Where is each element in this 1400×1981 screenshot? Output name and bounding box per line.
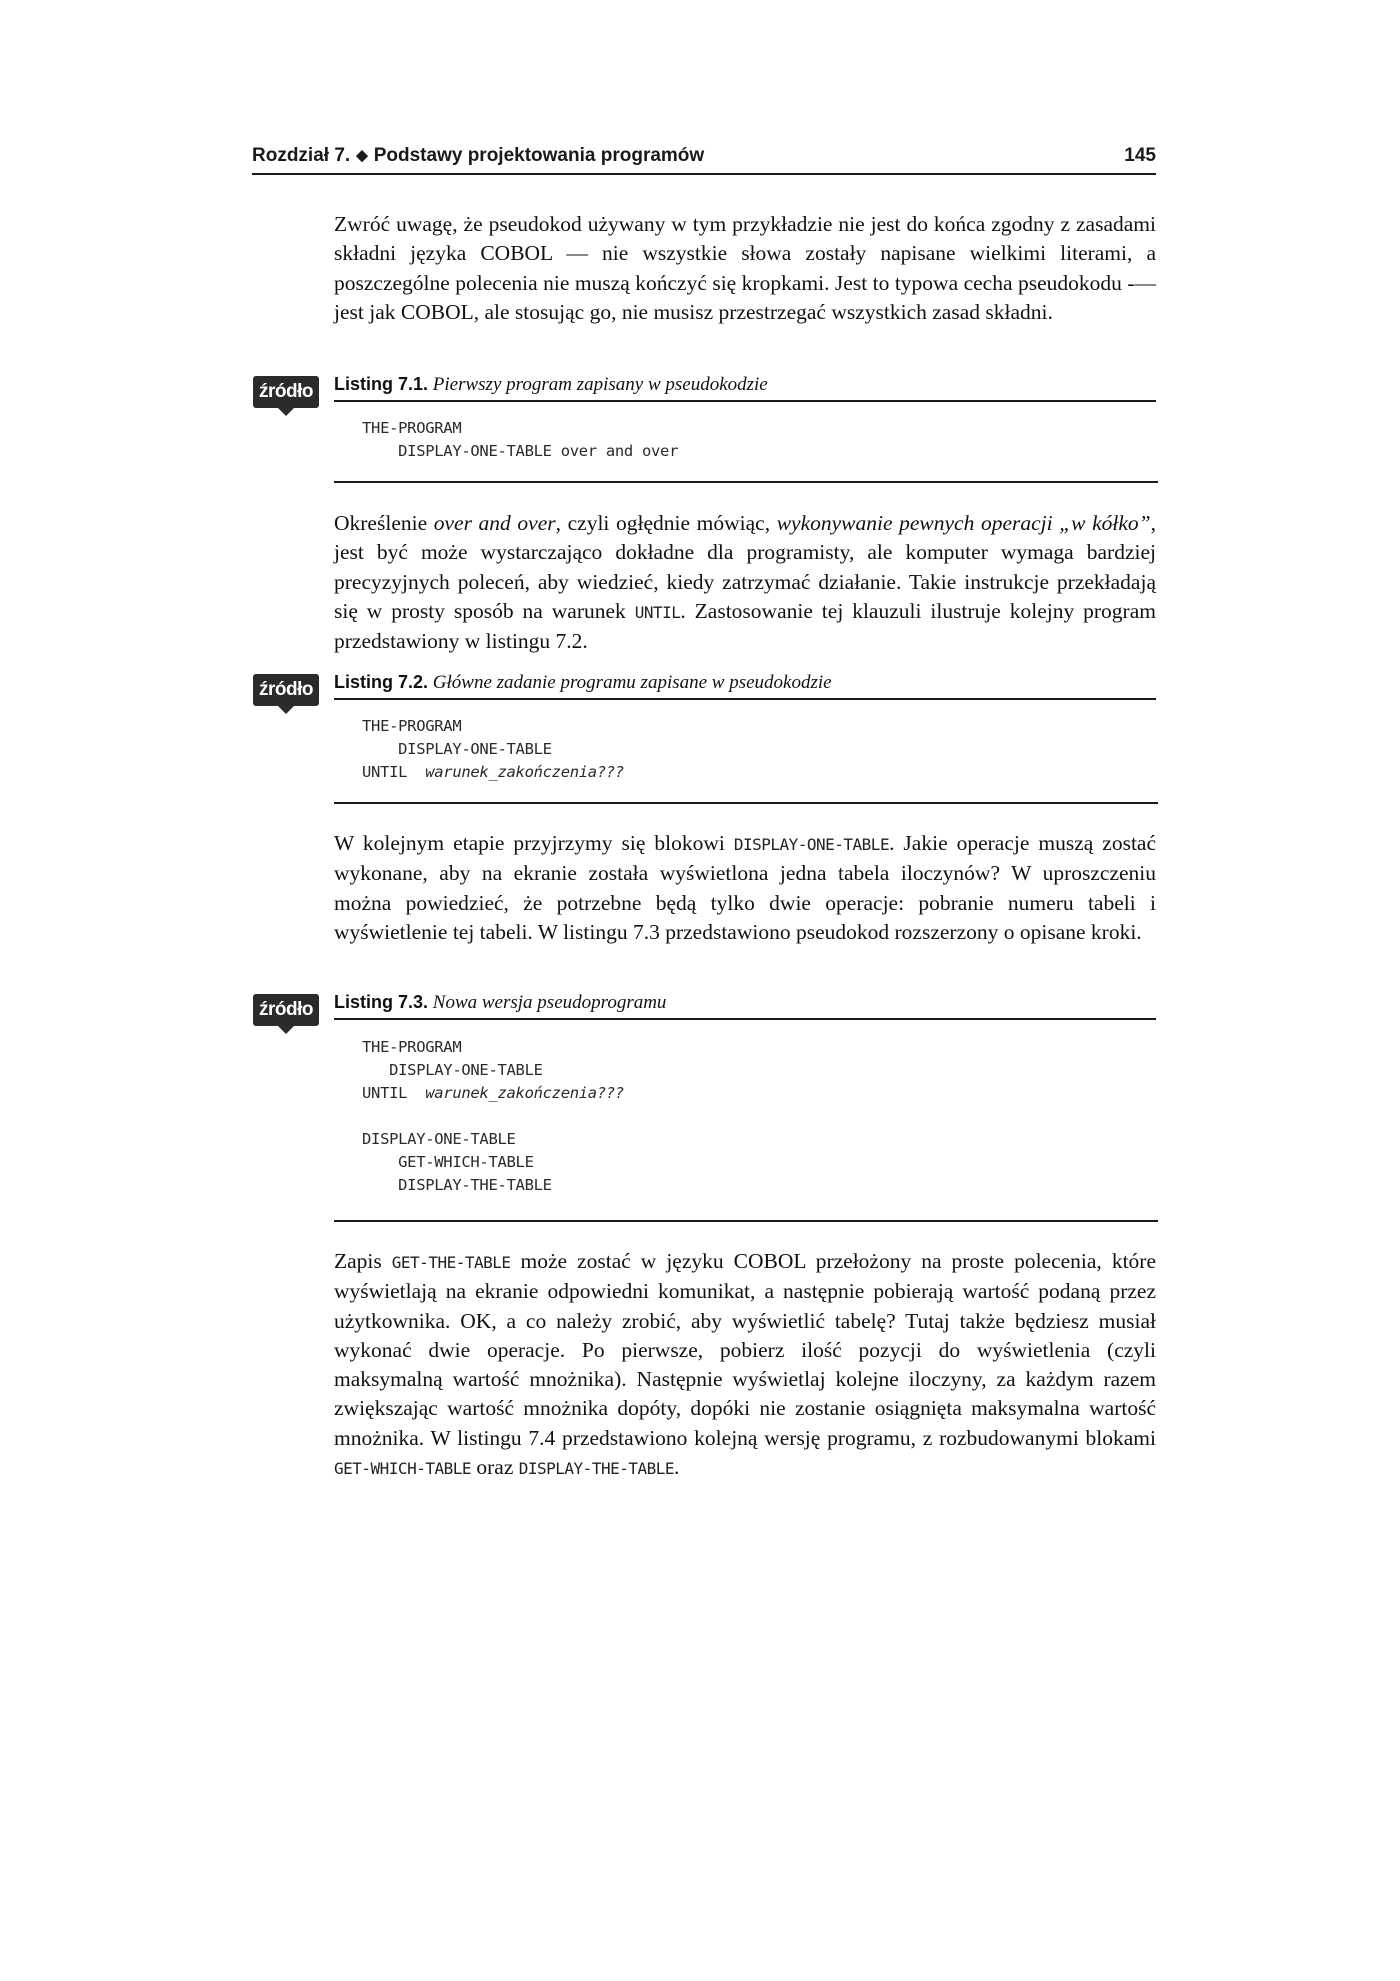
code-line: DISPLAY-ONE-TABLE over and over [362,442,679,460]
source-badge-label: źródło [253,674,319,706]
code-line-blank [362,1105,624,1128]
text-run: Zapis [334,1249,392,1273]
italic-term: over and over [433,511,556,535]
listing-3-code [362,1036,624,1197]
code-line: DISPLAY-ONE-TABLE [362,740,552,758]
running-header [252,145,1156,175]
code-line: UNTIL warunek_zakończenia??? [362,763,624,781]
chapter-title: Podstawy projektowania programów [373,145,705,166]
paragraph-1: Zwróć uwagę, że pseudokod używany w tym przykładzie nie jest do końca zgodny z zasadami składni języka COBOL — nie wszystkie słowa zostały napisane wielkimi literami, a poszczególne polecenia nie muszą kończyć się kropkami. Jest to typowa cecha pseudokodu -— jest jak COBOL, ale stosując go, nie musisz przestrzegać wszystkich zasad składni. [334,212,1156,324]
source-badge-icon [253,994,319,1034]
listing-2-caption: Główne zadanie programu zapisane w pseudokodzie [432,672,832,693]
listing-2-heading [334,672,1156,700]
inline-code: UNTIL [634,602,681,622]
italic-term: wykonywanie pewnych operacji „w kółko” [776,511,1151,535]
listing-2-label: Listing 7.2. [334,672,429,692]
listing-3-heading [334,992,1156,1020]
code-line: DISPLAY-ONE-TABLE [362,1130,516,1148]
paragraph-3 [334,829,1156,947]
text-run: Określenie [334,511,434,535]
listing-2-bottom-rule [334,802,1158,804]
inline-code: GET-THE-TABLE [391,1253,511,1272]
inline-code: DISPLAY-ONE-TABLE [733,835,890,854]
listing-1-label: Listing 7.1. [334,374,429,394]
code-line: UNTIL warunek_zakończenia??? [362,1084,624,1102]
listing-3-label: Listing 7.3. [334,992,429,1012]
code-line: THE-PROGRAM [362,1038,462,1056]
listing-1-code [362,417,678,463]
text-run: , czyli ogłędnie mówiąc, [555,511,777,535]
paragraph-4 [334,1247,1156,1483]
text-run: może zostać w języku COBOL przełożony na proste polecenia, które wyświetlają na ekranie odpowiedni komunikat, a następnie pobierają wartość podaną przez użytkownika. OK, a co należy zrobić, aby wyświetlić tabelę? Tutaj także będziesz musiał wykonać dwie operacje. Po pierwsze, pobierz ilość pozycji do wyświetlenia (czyli maksymalną wartość mnożnika). Następnie wyświetlaj kolejne iloczyny, za każdym razem zwiększając wartość mnożnika dopóty, dopóki nie zostanie osiągnięta maksymalna wartość mnożnika. W listingu 7.4 przedstawiono kolejną wersję programu, z rozbudowanymi blokami [334,1249,1156,1450]
listing-3-caption: Nowa wersja pseudoprogramu [432,992,667,1013]
source-badge-label: źródło [253,376,319,408]
code-line: GET-WHICH-TABLE [362,1153,534,1171]
code-line: THE-PROGRAM [362,717,462,735]
listing-1-bottom-rule [334,481,1158,483]
chapter-label: Rozdział 7. [252,145,351,166]
listing-2-code [362,715,624,784]
source-badge-icon [253,674,319,714]
code-line: THE-PROGRAM [362,419,462,437]
diamond-icon: ◆ [356,147,368,164]
listing-1-heading [334,374,1156,402]
code-line: DISPLAY-ONE-TABLE [362,1061,543,1079]
text-run: . Jakie operacje muszą zostać wykonane, aby na ekranie została wyświetlona jedna tabela iloczynów? W uproszczeniu można powiedzieć, że potrzebne będą tylko dwie operacje: pobranie numeru tabeli i wyświetlenie tej tabeli. W listingu 7.3 przedstawiono pseudokod rozszerzony o opisane kroki. [334,831,1157,944]
source-badge-label: źródło [253,994,319,1026]
listing-1-caption: Pierwszy program zapisany w pseudokodzie [432,374,768,395]
listing-3-bottom-rule [334,1220,1158,1222]
inline-code: GET-WHICH-TABLE [334,1459,471,1479]
text-run: , jest być może wystarczająco dokładne dla programisty, ale komputer wymaga bardziej precyzyjnych poleceń, aby wiedzieć, kiedy zatrzymać działanie. Takie instrukcje przekładają się w prosty sposób na warunek [334,511,1157,623]
inline-code: DISPLAY-THE-TABLE [518,1459,675,1479]
text-run: . Zastosowanie tej klauzuli ilustruje kolejny program przedstawiony w listingu 7.2. [334,598,1156,654]
text-run: . [674,1455,680,1480]
paragraph-2 [334,509,1156,656]
page-number: 145 [1124,145,1156,166]
text-run: oraz [471,1455,519,1480]
code-line: DISPLAY-THE-TABLE [362,1176,552,1194]
source-badge-icon [253,376,319,416]
text-run: W kolejnym etapie przyjrzymy się blokowi [334,831,734,855]
